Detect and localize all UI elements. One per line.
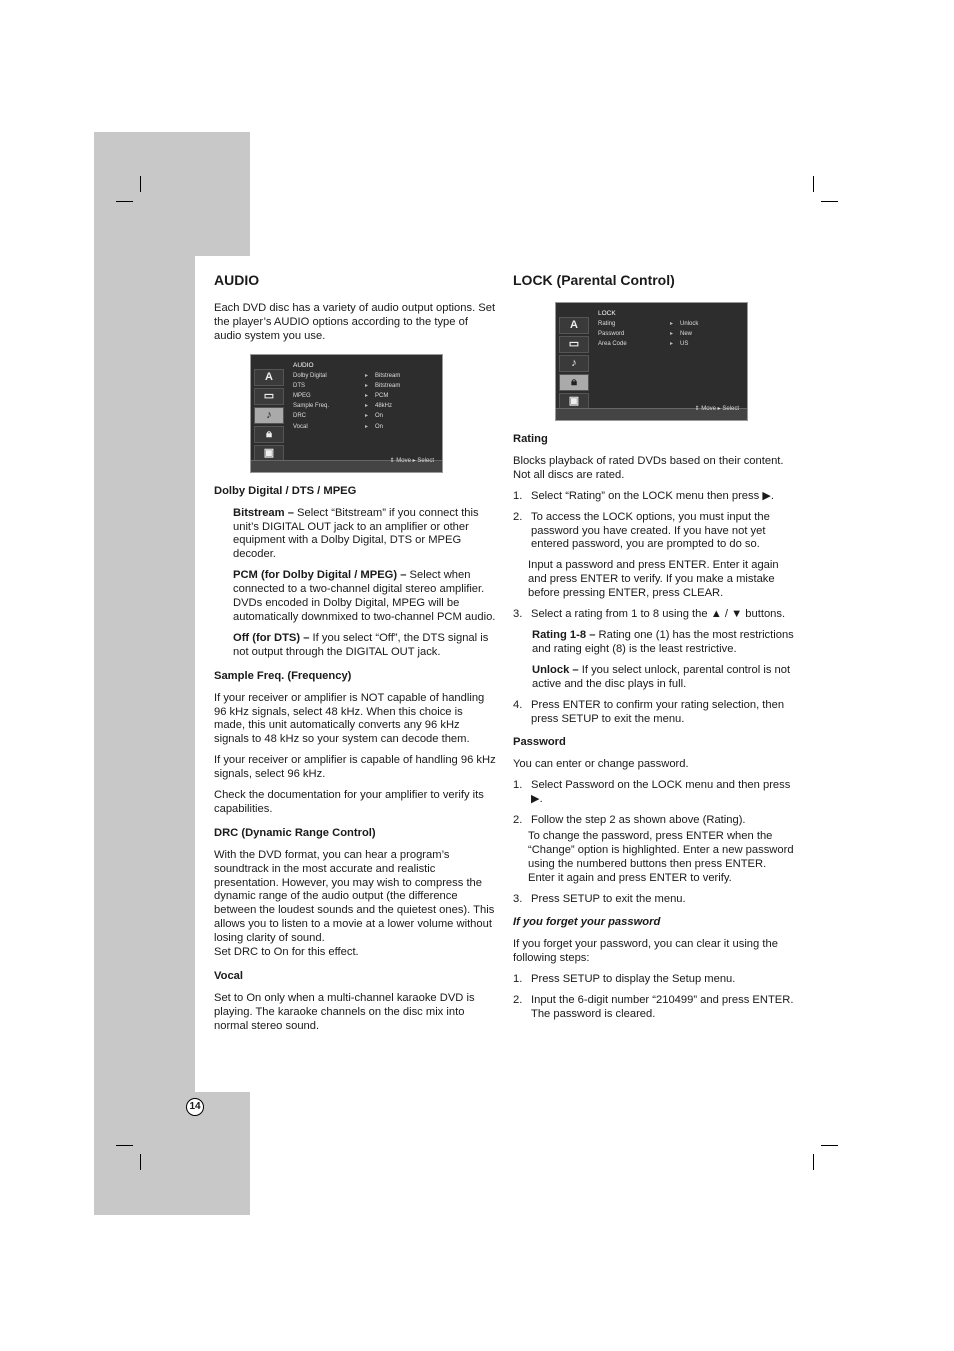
osd-row: DTS ▸ Bitstream xyxy=(293,382,401,389)
osd-title: AUDIO xyxy=(293,361,314,369)
list-item: 2. Input the 6-digit number “210499” and press ENTER. The password is cleared. xyxy=(513,994,794,1020)
rating-steps xyxy=(513,490,795,553)
sample-freq-heading: Sample Freq. (Frequency) xyxy=(214,669,352,682)
lock-column xyxy=(513,272,795,1029)
osd-row: DRC ▸ On xyxy=(293,413,384,420)
list-item: 1. Select “Rating” on the LOCK menu then press ▶. xyxy=(513,489,775,502)
forget-steps xyxy=(513,973,795,1022)
pw-step2-sub: To change the password, press ENTER when the “Change” option is highlighted. Enter a new password using the numbered buttons then press ENTER. Enter it again and press ENTER to verify. xyxy=(528,829,794,884)
drc-p1: With the DVD format, you can hear a program’s soundtrack in the most accurate and realistic presentation. However, you may wish to compress the dynamic range of the audio output (the difference between the loudest sounds and the quietest ones). This allows you to listen to a movie at a lower volume without losing clarity of sound. xyxy=(214,848,495,945)
language-icon: A xyxy=(254,369,284,386)
others-icon: ▣ xyxy=(559,393,589,410)
osd-title: LOCK xyxy=(598,310,616,317)
page-number: 14 xyxy=(186,1098,204,1116)
crop-mark xyxy=(116,201,133,202)
osd-row: Sample Freq. ▸ 48kHz xyxy=(293,403,393,410)
audio-heading: AUDIO xyxy=(214,272,260,288)
password-intro: You can enter or change password. xyxy=(513,758,689,771)
vocal-paragraph: Set to On only when a multi-channel karaoke DVD is playing. The karaoke channels on the disc mix into normal stereo sound. xyxy=(214,991,475,1032)
crop-mark xyxy=(821,1145,838,1146)
rating-step4 xyxy=(513,699,795,727)
drc-p2: Set DRC to On for this effect. xyxy=(214,946,359,959)
lock-heading: LOCK (Parental Control) xyxy=(513,272,675,288)
sample-freq-p3: Check the documentation for your amplifier to verify its capabilities. xyxy=(214,789,484,815)
osd-row: Password ▸ New xyxy=(598,331,693,338)
off-paragraph: Off (for DTS) – If you select “Off”, the DTS signal is not output through the DIGITAL OUT jack. xyxy=(233,631,489,658)
display-icon: ▭ xyxy=(559,336,589,353)
osd-row: Rating ▸ Unlock xyxy=(598,321,699,327)
list-item: 2. To access the LOCK options, you must input the password you have created. If you have not yet entered password, you are prompted to do so. xyxy=(513,510,770,551)
vocal-heading: Vocal xyxy=(214,970,244,982)
margin-strip xyxy=(94,256,195,1092)
password-step3 xyxy=(513,893,795,907)
sample-freq-p2: If your receiver or amplifier is capable of handling 96 kHz signals, select 96 kHz. xyxy=(214,754,496,781)
forget-intro: If you forget your password, you can clear it using the following steps: xyxy=(513,938,778,965)
drc-heading: DRC (Dynamic Range Control) xyxy=(214,826,376,839)
password-heading: Password xyxy=(513,736,566,749)
osd-rows xyxy=(293,371,435,432)
crop-mark xyxy=(813,1154,814,1170)
margin-block-top xyxy=(94,132,250,256)
rating-heading: Rating xyxy=(513,433,548,445)
osd-footer: ⇕ Move ▸ Select xyxy=(694,406,739,413)
password-steps xyxy=(513,779,795,828)
audio-column xyxy=(214,272,496,1041)
dd-heading: Dolby Digital / DTS / MPEG xyxy=(214,484,357,497)
lock-icon: 🔒︎ xyxy=(254,426,284,443)
rating-step3 xyxy=(513,608,795,622)
crop-mark xyxy=(821,201,838,202)
pcm-paragraph: PCM (for Dolby Digital / MPEG) – Select when connected to a two-channel digital stereo amplifier. DVDs encoded in Dolby Digital, MPEG will be automatically downmixed to two-channel PCM audio. xyxy=(233,569,496,623)
rating18-paragraph: Rating 1-8 – Rating one (1) has the most restrictions and rating eight (8) is the least restrictive. xyxy=(532,628,794,655)
audio-osd-menu xyxy=(250,354,443,473)
osd-row: Dolby Digital ▸ Bitstream xyxy=(293,372,401,379)
crop-mark xyxy=(813,176,814,192)
list-item: 1. Select Password on the LOCK menu and then press ▶. xyxy=(513,779,791,806)
bitstream-paragraph: Bitstream – Select “Bitstream” if you connect this unit’s DIGITAL OUT jack to an amplifier or other equipment with a Dolby Digital, DTS or MPEG decoder. xyxy=(233,506,479,561)
osd-rows xyxy=(598,319,740,350)
list-item: 3. Press SETUP to exit the menu. xyxy=(513,892,686,905)
lock-osd-menu xyxy=(555,302,748,421)
crop-mark xyxy=(140,1154,141,1170)
osd-row: Vocal ▸ On xyxy=(293,423,384,430)
language-icon: A xyxy=(559,317,589,334)
crop-mark xyxy=(116,1145,133,1146)
others-icon: ▣ xyxy=(254,445,284,462)
list-item: 2. Follow the step 2 as shown above (Rating). xyxy=(513,814,746,827)
display-icon: ▭ xyxy=(254,388,284,405)
sample-freq-p1: If your receiver or amplifier is NOT capable of handling 96 kHz signals, select 48 kHz. When this choice is made, this unit automatically converts any 96 kHz signals to 48 kHz so your system can decode them. xyxy=(214,691,485,746)
rating-intro: Blocks playback of rated DVDs based on their content. Not all discs are rated. xyxy=(513,454,784,481)
osd-footer: ⇕ Move ▸ Select xyxy=(389,457,434,464)
forget-heading: If you forget your password xyxy=(513,916,661,929)
osd-row: MPEG ▸ PCM xyxy=(293,393,389,400)
osd-icon-column xyxy=(559,317,591,412)
margin-block-bottom xyxy=(94,1092,250,1215)
rating-step2-sub: Input a password and press ENTER. Enter it again and press ENTER to verify. If you make a mistake before pressing ENTER, press CLEAR. xyxy=(528,559,779,600)
osd-icon-column xyxy=(254,369,286,464)
audio-icon: ♪ xyxy=(254,407,284,424)
osd-row: Area Code ▸ US xyxy=(598,341,689,348)
list-item: 1. Press SETUP to display the Setup menu. xyxy=(513,973,736,986)
crop-mark xyxy=(140,176,141,192)
lock-icon: 🔒︎ xyxy=(559,374,589,391)
unlock-paragraph: Unlock – If you select unlock, parental control is not active and the disc plays in full. xyxy=(532,663,791,690)
audio-intro: Each DVD disc has a variety of audio output options. Set the player’s AUDIO options according to the type of audio system you use. xyxy=(214,302,496,342)
list-item: 4. Press ENTER to confirm your rating selection, then press SETUP to exit the menu. xyxy=(513,698,785,725)
audio-icon: ♪ xyxy=(559,355,589,372)
list-item: 3. Select a rating from 1 to 8 using the ▲ / ▼ buttons. xyxy=(513,608,786,621)
